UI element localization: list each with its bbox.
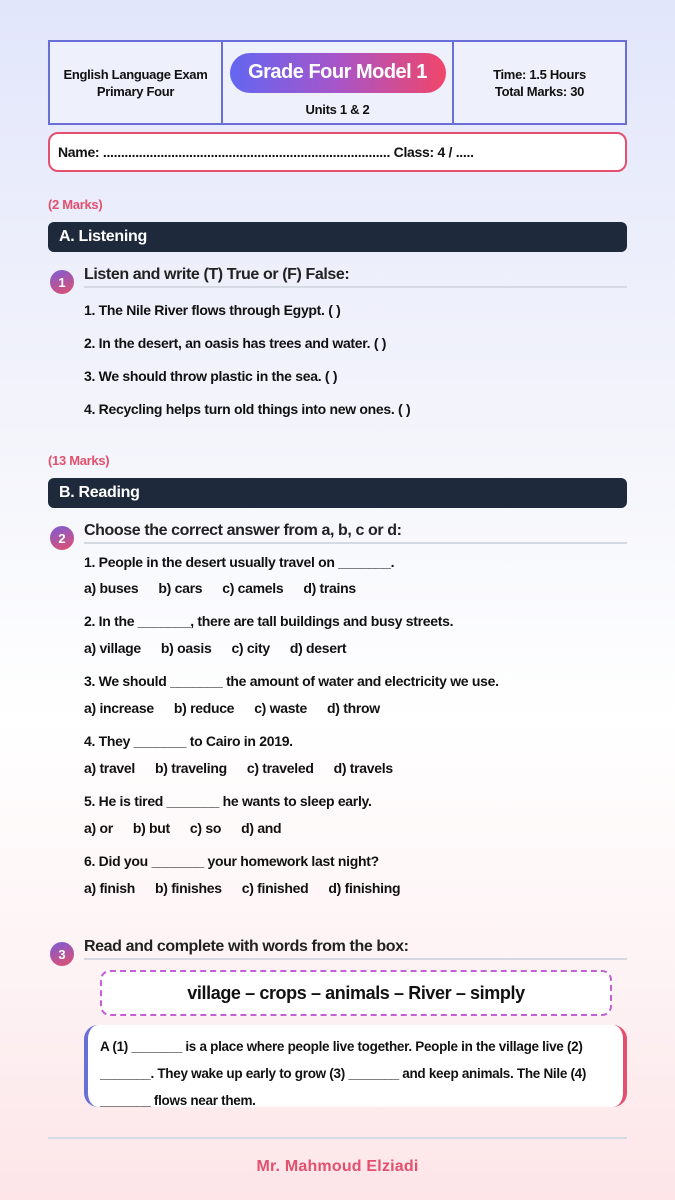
mcq-option[interactable]: c) waste [254, 700, 308, 716]
mcq-options [84, 820, 301, 836]
passage-line: A (1) _______ is a place where people live together. People in the village live (2) [100, 1039, 583, 1054]
question-number-badge: 1 [50, 270, 74, 294]
name-class-field[interactable]: Name: ................................................................................ Class: 4 / ..... [48, 132, 627, 172]
mcq-option[interactable]: c) finished [241, 880, 309, 896]
mcq-stem: 4. They _______ to Cairo in 2019. [84, 733, 293, 749]
mcq-option[interactable]: a) village [84, 640, 141, 656]
footer-divider [48, 1137, 627, 1139]
question-2-header [48, 520, 627, 550]
mcq-option[interactable]: d) throw [327, 700, 380, 716]
mcq-option[interactable]: d) travels [333, 760, 393, 776]
mcq-option[interactable]: c) city [231, 640, 270, 656]
mcq-option[interactable]: a) increase [84, 700, 154, 716]
mcq-options [84, 580, 376, 596]
tf-item: 3. We should throw plastic in the sea. ( ) [84, 368, 338, 384]
mcq-options [84, 760, 413, 776]
mcq-options [84, 640, 366, 656]
mcq-option[interactable]: d) trains [303, 580, 356, 596]
time-label: Time: 1.5 Hours [493, 66, 586, 82]
mcq-option[interactable]: b) oasis [160, 640, 212, 656]
mcq-option[interactable]: b) but [132, 820, 170, 836]
tf-item: 4. Recycling helps turn old things into new ones. ( ) [84, 401, 411, 417]
mcq-option[interactable]: c) so [189, 820, 222, 836]
question-number-badge: 2 [50, 526, 74, 550]
reading-passage [84, 1025, 627, 1107]
mcq-option[interactable]: a) or [84, 820, 113, 836]
mcq-option[interactable]: a) travel [84, 760, 135, 776]
question-instruction: Read and complete with words from the box: [84, 936, 627, 960]
mcq-options [84, 700, 400, 716]
section-a-header: A. Listening [48, 222, 627, 252]
tf-item: 1. The Nile River flows through Egypt. ( ) [84, 302, 341, 318]
mcq-option[interactable]: a) buses [84, 580, 139, 596]
subject-line: English Language Exam [63, 66, 208, 82]
mcq-stem: 3. We should _______ the amount of water and electricity we use. [84, 673, 499, 689]
mcq-option[interactable]: d) and [241, 820, 282, 836]
author-credit: Mr. Mahmoud Elziadi [256, 1158, 419, 1175]
passage-line: _______ flows near them. [100, 1093, 256, 1108]
word-bank-box: village – crops – animals – River – simply [100, 970, 612, 1016]
mcq-option[interactable]: b) cars [158, 580, 203, 596]
question-3-header [48, 936, 627, 966]
exam-body [48, 0, 627, 1200]
grade-line: Primary Four [96, 83, 175, 99]
question-number-badge: 3 [50, 942, 74, 966]
question-instruction: Listen and write (T) True or (F) False: [84, 264, 627, 288]
section-b-header: B. Reading [48, 478, 627, 508]
exam-title-pill: Grade Four Model 1 [230, 53, 446, 93]
mcq-option[interactable]: d) desert [289, 640, 347, 656]
mcq-options [84, 880, 420, 896]
mcq-option[interactable]: c) traveled [246, 760, 314, 776]
mcq-stem: 2. In the _______, there are tall buildings and busy streets. [84, 613, 454, 629]
tf-item: 2. In the desert, an oasis has trees and water. ( ) [84, 335, 387, 351]
mcq-option[interactable]: b) finishes [154, 880, 222, 896]
mcq-option[interactable]: c) camels [222, 580, 284, 596]
question-1-header [48, 264, 627, 294]
passage-line: _______. They wake up early to grow (3) _______ and keep animals. The Nile (4) [100, 1066, 587, 1081]
mcq-option[interactable]: b) reduce [173, 700, 235, 716]
section-b-marks: (13 Marks) [48, 453, 110, 468]
mcq-option[interactable]: b) traveling [155, 760, 227, 776]
mcq-option[interactable]: d) finishing [328, 880, 401, 896]
mcq-stem: 6. Did you _______ your homework last night? [84, 853, 379, 869]
total-marks-label: Total Marks: 30 [494, 83, 585, 99]
mcq-stem: 5. He is tired _______ he wants to sleep early. [84, 793, 372, 809]
mcq-stem: 1. People in the desert usually travel on _______. [84, 554, 395, 570]
question-instruction: Choose the correct answer from a, b, c or d: [84, 520, 627, 544]
section-a-marks: (2 Marks) [48, 197, 103, 212]
mcq-option[interactable]: a) finish [84, 880, 135, 896]
units-label: Units 1 & 2 [305, 101, 370, 117]
